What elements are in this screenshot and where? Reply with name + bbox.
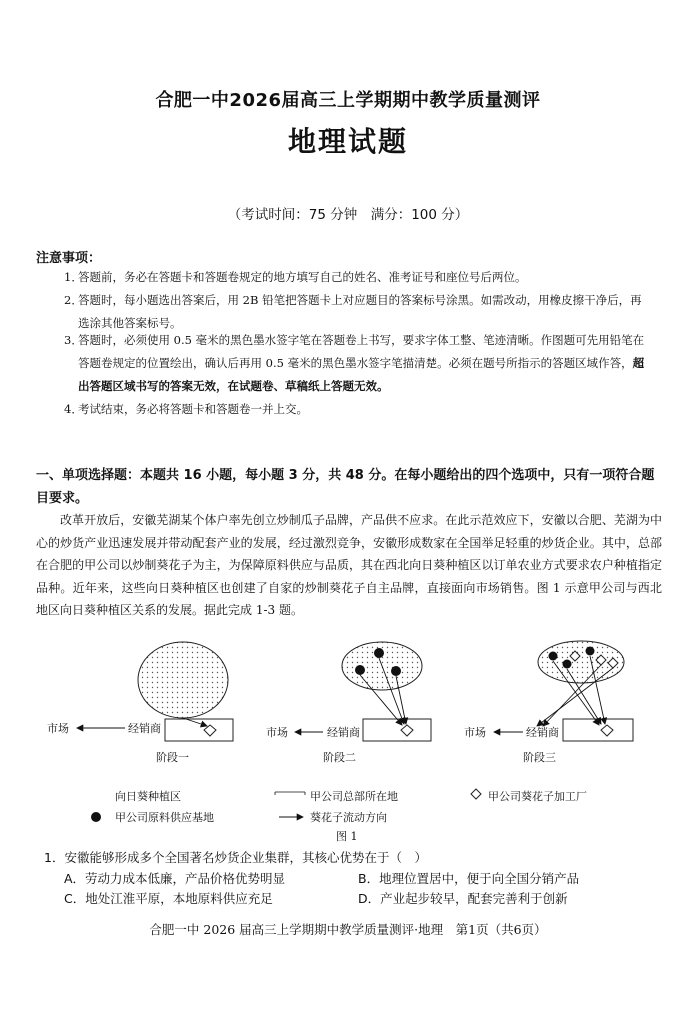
market-label: 市场 (464, 726, 486, 739)
stage-label: 阶段三 (523, 751, 556, 764)
subject-title: 地理试题 (287, 125, 408, 158)
stage-label: 阶段二 (323, 751, 356, 764)
distributor-label: 经销商 (128, 722, 161, 735)
supply-base-dot (549, 652, 558, 661)
note-text: 答题前，务必在答题卡和答题卷规定的地方填写自己的姓名、准考证号和座位号后两位。 (78, 270, 527, 284)
supply-base-dot (355, 665, 365, 675)
stage-two-diagram (266, 642, 431, 764)
figure-caption: 图 1 (336, 830, 358, 843)
legend-planting-area-label: 向日葵种植区 (115, 790, 181, 803)
note-number: 4． (64, 402, 83, 416)
market-label: 市场 (47, 722, 69, 735)
distributor-label: 经销商 (327, 726, 360, 739)
legend-factory-symbol (471, 789, 481, 799)
note-text: 答题时，每小题选出答案后，用 2B 铅笔把答题卡上对应题目的答案标号涂黑。如需改动，用橡皮擦干净后，再选涂其他答案标号。 (78, 293, 642, 330)
question-1-stem: 1．安徽能够形成多个全国著名炒货企业集群，其核心优势在于（ ） (44, 850, 427, 865)
page-footer: 合肥一中 2026 届高三上学期期中教学质量测评·地理 第1页（共6页） (149, 922, 547, 937)
legend-factory-label: 甲公司葵花子加工厂 (488, 790, 587, 803)
stage-one-diagram (47, 642, 233, 764)
section-heading: 一、单项选择题：本题共 16 小题，每小题 3 分，共 48 分。在每小题给出的四个选项中，只有一项符合题目要求。 (36, 468, 655, 506)
exam-title: 合肥一中2026届高三上学期期中教学质量测评 (155, 90, 541, 111)
market-label: 市场 (266, 726, 288, 739)
note-text: 答题时，必须使用 0.5 毫米的黑色墨水签字笔在答题卷上书写，要求字体工整、笔迹清晰。作图题可先用铅笔在答题卷规定的位置绘出，确认后再用 0.5 毫米的黑色墨水签字笔描清楚。必须在题号所指示的答题区域作答， (78, 333, 645, 370)
hq-box (563, 719, 633, 741)
legend-hq-label: 甲公司总部所在地 (310, 790, 398, 803)
note-item (64, 398, 664, 421)
hq-box (363, 719, 431, 741)
planting-area-ellipse (138, 642, 228, 718)
reading-passage: 改革开放后，安徽芜湖某个体户率先创立炒制瓜子品牌，产品供不应求。在此示范效应下，安徽以合肥、芜湖为中心的炒货产业迅速发展并带动配套产业的发展，经过激烈竞争，安徽形成数家在全国举足轻重的炒货企业。其中，总部在合肥的甲公司以炒制葵花子为主，为保障原料供应与品质，其在西北向日葵种植区以订单农业方式要求农户种植指定品种。近年来，这些向日葵种植区也创建了自家的炒制葵花子自主品牌，直接面向市场销售。图 1 示意甲公司与西北地区向日葵种植区关系的发展。据此完成 1-3 题。 (36, 513, 662, 617)
hq-box (165, 719, 233, 741)
note-text: 考试结束，务必将答题卡和答题卷一并上交。 (78, 402, 308, 416)
supply-base-dot (391, 666, 401, 676)
stage-label: 阶段一 (156, 751, 189, 764)
stage-three-diagram (464, 641, 633, 764)
exam-time-info: （考试时间：75 分钟 满分：100 分） (227, 207, 469, 223)
question-1-option-b: B．地理位置居中，便于向全国分销产品 (358, 871, 580, 886)
figure-1 (45, 640, 665, 850)
note-text-wrapper (78, 329, 653, 398)
question-1-option-c: C．地处江淮平原，本地原料供应充足 (64, 891, 273, 906)
note-bold-warning: 超出答题区域书写的答案无效，在试题卷、草稿纸上答题无效。 (78, 356, 645, 393)
supply-base-dot (563, 660, 572, 669)
figure-legend (91, 789, 587, 843)
supply-base-dot (374, 648, 384, 658)
legend-supply-base-symbol (91, 812, 101, 822)
question-1-option-a: A．劳动力成本低廉，产品价格优势明显 (64, 871, 286, 886)
note-number: 1． (64, 270, 83, 284)
legend-supply-base-label: 甲公司原料供应基地 (115, 811, 214, 824)
note-number: 2． (64, 293, 83, 307)
distributor-label: 经销商 (526, 726, 559, 739)
figure-1-diagram (45, 640, 665, 850)
question-1-option-d: D．产业起步较早，配套完善利于创新 (358, 891, 568, 906)
note-item (64, 266, 664, 289)
note-item (64, 329, 664, 398)
supply-base-dot (586, 647, 595, 656)
notes-heading: 注意事项： (36, 251, 102, 266)
note-number: 3． (64, 333, 83, 347)
legend-flow-label: 葵花子流动方向 (310, 811, 387, 824)
